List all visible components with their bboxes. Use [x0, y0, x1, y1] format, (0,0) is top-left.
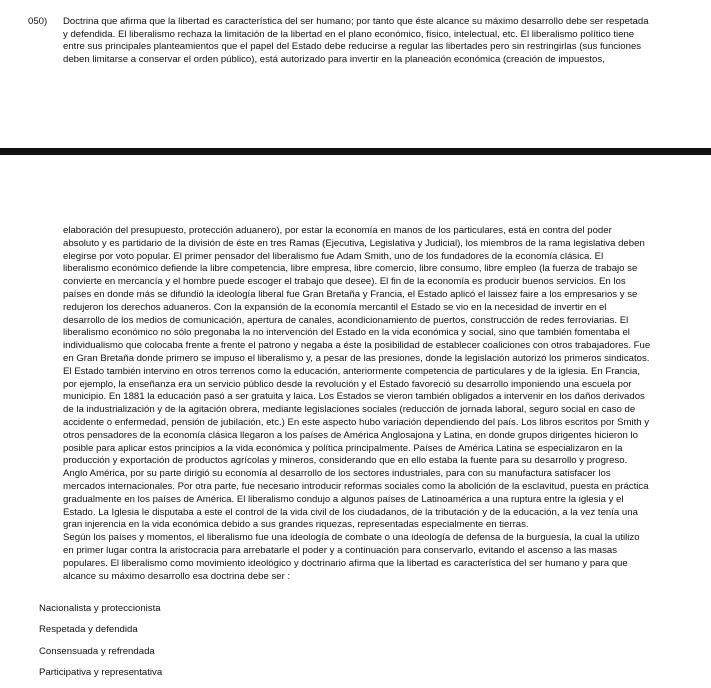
question-number: 050)	[28, 16, 48, 27]
question-text-top: Doctrina que afirma que la libertad es característica del ser humano; por tanto que éste alcance su máximo desarrollo debe ser respetada y defendida. El liberalismo rechaza la limitación de la libertad en el plano económico, físico, intelectual, etc. El liberalismo político tiene entre sus principales planteamientos que el papel del Estado debe reducirse a regular las libertades pero sin restringirlas (sus funciones deben limitarse a conservar el orden público), está autorizado para invertir en la planeación económica (creación de impuestos,	[63, 16, 649, 65]
answer-option[interactable]: Participativa y representativa	[39, 666, 163, 678]
question-text-continued: elaboración del presupuesto, protección aduanero), por estar la economía en manos de los particulares, está en contra del poder absoluto y es partidario de la división de éste en tres Ramas (Ejecutiva, Legislativa y Judicial), los miembros de la rama legislativa deben elegirse por voto popular. El primer pensador del liberalismo fue Adam Smith, uno de los fundadores de la economía clásica. El liberalismo económico defiende la libre competencia, libre empresa, libre comercio, libre consumo, libre empleo (la fuerza de trabajo se convierte en mercancía y el hombre puede escoger el trabajo que desee). El fin de la economía es producir buenos servicios. En los países en donde más se difundió la ideología liberal fue Gran Bretaña y Francia, el Estado aplicó el laissez faire a los empresarios y se redujeron los derechos aduaneros. Con la expansión de la economía mercantil el Estado se vio en la necesidad de invertir en el desarrollo de los medios de comunicación, apertura de canales, acondicionamiento de puertos, construcción de redes ferroviarias. El liberalismo económico no sólo pregonaba la no intervención del Estado en la vida económica y social, sino que también fomentaba el individualismo que colocaba frente a frente el patrono y negaba a éste la posibilidad de establecer coaliciones con otros trabajadores. Fue en Gran Bretaña donde primero se impuso el liberalismo y, a pesar de las presiones, donde la legislación autorizó los primeros sindicatos. El Estado también intervino en otros terrenos como la educación, anteriormente competencia de particulares y de la iglesia. En Francia, por ejemplo, la enseñanza era un servicio público desde la revolución y el Estado favoreció su desarrollo imponiendo una escuela por municipio. En 1881 la educación pasó a ser gratuita y laica. Los Estados se vieron también obligados a intervenir en los daños derivados de la industrialización y de la agitación obrera, mediante legislaciones sociales (reducción de jornada laboral, seguro social en caso de accidente o enfermedad, pensión de jubilación, etc.) En este aspecto hubo variación dependiendo del país. Los libros escritos por Smith y otros pensadores de la economía clásica llegaron a los países de América Anglosajona y Latina, en donde grupos dirigentes hicieron lo posible para aplicar estos principios a la vida económica y política principalmente. Países de América Latina se especializaron en la producción y exportación de productos agrícolas y mineros, considerando que en ello estaba la fuente para su desarrollo y progreso. Anglo América, por su parte dirigió su economía al desarrollo de los sectores industriales, para con su manufactura satisfacer los mercados internacionales. Por otra parte, fue necesario introducir reformas sociales como la abolición de la esclavitud, puesta en práctica gradualmente en los países de América. El liberalismo condujo a algunos países de Latinoamérica a una ruptura entre la iglesia y el Estado. La Iglesia le disputaba a este el control de la vida civil de los ciudadanos, de la tributación y de la educación, a la vez tenía una gran injerencia en la vida económica debido a sus grandes riquezas, representadas especialmente en tierras. Según los países y momentos, el liberalismo fue una ideología de combate o una ideología de defensa de la burguesía, la cual la utilizo en primer lugar contra la aristocracia para arrebatarle el poder y a continuación para conservarlo, evitando el ascenso a las masas populares. El liberalismo como movimiento ideológico y doctrinario afirma que la libertad es característica del ser humano y para que alcance su máximo desarrollo esa doctrina debe ser :	[63, 225, 651, 582]
question-header-section	[0, 0, 711, 145]
answer-option[interactable]: Nacionalista y proteccionista	[39, 603, 161, 614]
answer-options	[39, 603, 162, 688]
answer-option[interactable]: Respetada y defendida	[39, 624, 138, 636]
page-break-divider	[0, 148, 711, 155]
answer-option[interactable]: Consensuada y refrendada	[39, 645, 155, 657]
